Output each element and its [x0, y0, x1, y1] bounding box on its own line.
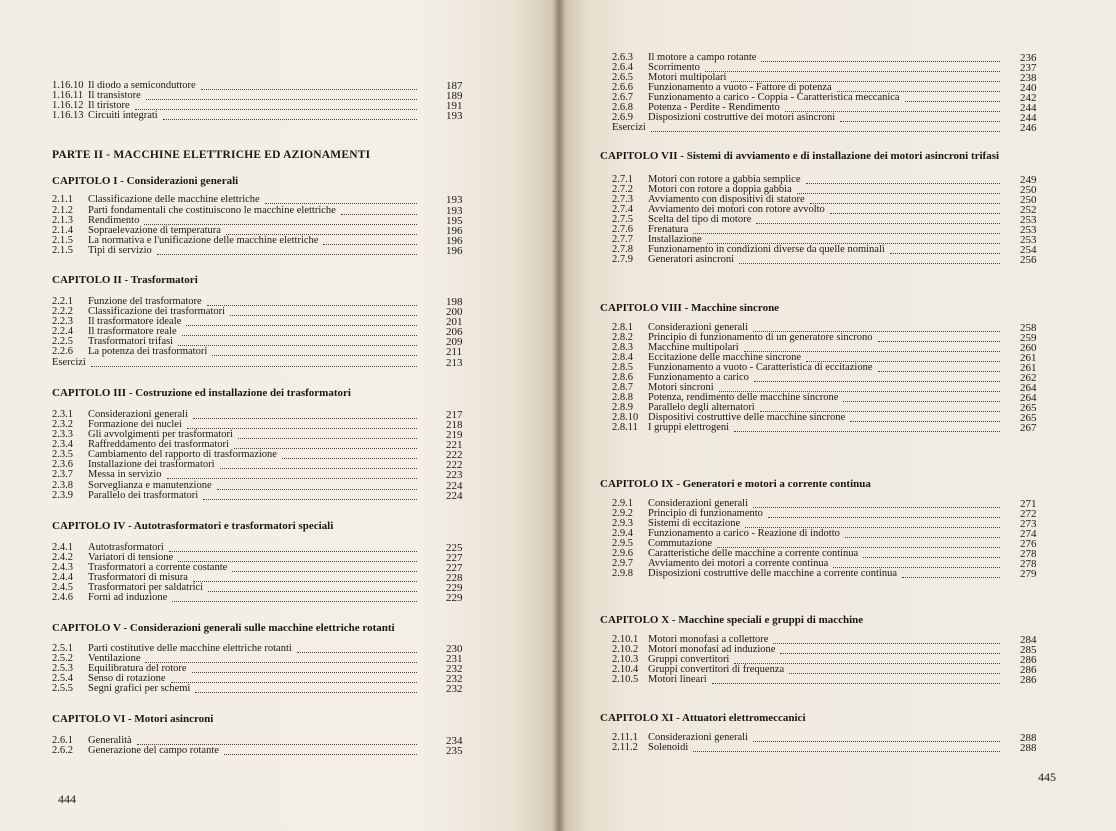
entry-page: 286 [1020, 664, 1037, 676]
entry-title: La normativa e l'unificazione delle macchine elettriche [88, 235, 319, 246]
entry-page: 278 [1020, 548, 1037, 560]
chapter-heading: CAPITOLO XI - Attuatori elettromeccanici [600, 712, 806, 724]
entry-title: Motori monofasi a collettore [648, 634, 769, 645]
entry-number: 2.8.1 [612, 322, 633, 333]
entry-number: 2.3.2 [52, 419, 73, 430]
entry-page: 240 [1020, 82, 1037, 94]
entry-page: 244 [1020, 112, 1037, 124]
entry-page: 261 [1020, 362, 1037, 374]
entry-page: 229 [446, 592, 463, 604]
entry-number: 2.3.9 [52, 490, 73, 501]
entry-number: 2.9.4 [612, 528, 633, 539]
entry-page: 200 [446, 306, 463, 318]
entry-page: 261 [1020, 352, 1037, 364]
entry-number: 2.8.2 [612, 332, 633, 343]
entry-title: Equilibratura del rotore [88, 663, 187, 674]
entry-title: Motori monofasi ad induzione [648, 644, 776, 655]
entry-title: Il diodo a semiconduttore [88, 80, 196, 91]
entry-page: 242 [1020, 92, 1037, 104]
entry-title: Sistemi di eccitazione [648, 518, 741, 529]
entry-number: 2.10.3 [612, 654, 639, 665]
toc-entry [560, 674, 1116, 686]
page-number: 444 [58, 792, 76, 806]
entry-number: 2.9.1 [612, 498, 633, 509]
entry-page: 196 [446, 225, 463, 237]
entry-title: Sorveglianza e manutenzione [88, 480, 212, 491]
entry-number: 2.7.4 [612, 204, 633, 215]
entry-page: 196 [446, 245, 463, 257]
entry-page: 238 [1020, 72, 1037, 84]
entry-title: Parti costitutive delle macchine elettriche rotanti [88, 643, 292, 654]
entry-page: 260 [1020, 342, 1037, 354]
entry-title: Classificazione delle macchine elettriche [88, 194, 260, 205]
entry-page: 264 [1020, 392, 1037, 404]
entry-number: 2.11.2 [612, 742, 638, 753]
entry-page: 232 [446, 673, 463, 685]
entry-title: Principio di funzionamento [648, 508, 763, 519]
entry-page: 272 [1020, 508, 1037, 520]
entry-page: 286 [1020, 674, 1037, 686]
entry-page: 222 [446, 459, 463, 471]
entry-page: 217 [446, 409, 463, 421]
entry-page: 250 [1020, 194, 1037, 206]
entry-number: 2.6.4 [612, 62, 633, 73]
entry-title: Funzionamento a carico [648, 372, 749, 383]
entry-page: 278 [1020, 558, 1037, 570]
toc-entry [560, 568, 1116, 580]
entry-page: 213 [446, 357, 463, 369]
entry-title: Autotrasformatori [88, 542, 164, 553]
entry-title: Potenza, rendimento delle macchine sincrone [648, 392, 839, 403]
entry-title: Installazione [648, 234, 702, 245]
entry-title: Messa in servizio [88, 469, 162, 480]
toc-entry [560, 422, 1116, 434]
entry-page: 262 [1020, 372, 1037, 384]
entry-page: 193 [446, 194, 463, 206]
toc-entry [560, 742, 1116, 754]
entry-title: Il motore a campo rotante [648, 52, 757, 63]
entry-page: 236 [1020, 52, 1037, 64]
chapter-heading: CAPITOLO IV - Autotrasformatori e trasformatori speciali [52, 520, 334, 532]
entry-number: 2.3.5 [52, 449, 73, 460]
entry-number: 2.2.6 [52, 346, 73, 357]
entry-title: Trasformatori per saldatrici [88, 582, 204, 593]
entry-page: 193 [446, 110, 463, 122]
entry-page: 201 [446, 316, 463, 328]
entry-number: 2.8.9 [612, 402, 633, 413]
entry-number: 2.6.3 [612, 52, 633, 63]
entry-page: 224 [446, 480, 463, 492]
entry-number: 2.7.3 [612, 194, 633, 205]
entry-title: Trasformatori a corrente costante [88, 562, 228, 573]
entry-title: Esercizi [612, 122, 646, 133]
entry-number: 1.16.13 [52, 110, 84, 121]
part-title: PARTE II - MACCHINE ELETTRICHE ED AZIONAMENTI [52, 149, 371, 161]
entry-number: 2.1.2 [52, 205, 73, 216]
entry-number: 2.1.5 [52, 235, 73, 246]
entry-title: Trasformatori di misura [88, 572, 188, 583]
entry-number: 2.7.5 [612, 214, 633, 225]
entry-title: Sopraelevazione di temperatura [88, 225, 221, 236]
entry-number: 2.4.5 [52, 582, 73, 593]
chapter-heading: CAPITOLO VI - Motori asincroni [52, 713, 214, 725]
entry-number: 2.1.4 [52, 225, 73, 236]
entry-number: 2.7.8 [612, 244, 633, 255]
entry-page: 253 [1020, 224, 1037, 236]
toc-entry [0, 592, 556, 604]
entry-number: 2.4.6 [52, 592, 73, 603]
entry-page: 224 [446, 490, 463, 502]
dot-leader [734, 431, 1000, 432]
entry-page: 284 [1020, 634, 1037, 646]
entry-title: Funzionamento a carico - Coppia - Caratteristica meccanica [648, 92, 900, 103]
entry-title: Ventilazione [88, 653, 141, 664]
entry-title: Il trasformatore reale [88, 326, 177, 337]
entry-number: 2.9.6 [612, 548, 633, 559]
entry-number: 2.3.4 [52, 439, 73, 450]
book-gutter [552, 0, 566, 831]
entry-page: 227 [446, 562, 463, 574]
dot-leader [212, 355, 417, 356]
entry-page: 252 [1020, 204, 1037, 216]
dot-leader [91, 366, 417, 367]
entry-title: Avviamento dei motori a corrente continua [648, 558, 829, 569]
entry-title: Rendimento [88, 215, 140, 226]
entry-page: 271 [1020, 498, 1037, 510]
chapter-heading: CAPITOLO IX - Generatori e motori a corrente continua [600, 478, 871, 490]
entry-number: 2.6.9 [612, 112, 633, 123]
entry-title: Funzione del trasformatore [88, 296, 202, 307]
entry-page: 206 [446, 326, 463, 338]
entry-page: 219 [446, 429, 463, 441]
entry-number: 2.8.3 [612, 342, 633, 353]
entry-number: 2.2.5 [52, 336, 73, 347]
entry-title: Considerazioni generali [648, 498, 749, 509]
entry-page: 274 [1020, 528, 1037, 540]
entry-number: 2.8.10 [612, 412, 639, 423]
right-page [560, 0, 1116, 831]
page-number: 445 [1038, 770, 1056, 784]
entry-number: 1.16.12 [52, 100, 84, 111]
toc-entry [0, 357, 556, 369]
dot-leader [195, 692, 417, 693]
entry-page: 237 [1020, 62, 1037, 74]
entry-title: Raffreddamento dei trasformatori [88, 439, 229, 450]
entry-page: 273 [1020, 518, 1037, 530]
entry-title: Generatori asincroni [648, 254, 735, 265]
entry-page: 250 [1020, 184, 1037, 196]
entry-number: 2.3.6 [52, 459, 73, 470]
entry-title: Solenoidi [648, 742, 689, 753]
entry-title: Motori multipolari [648, 72, 727, 83]
dot-leader [651, 131, 1000, 132]
entry-number: 2.9.8 [612, 568, 633, 579]
entry-title: Principio di funzionamento di un generatore sincrono [648, 332, 873, 343]
entry-title: Avviamento dei motori con rotore avvolto [648, 204, 825, 215]
entry-title: Funzionamento a carico - Reazione di indotto [648, 528, 840, 539]
entry-number: 2.4.1 [52, 542, 73, 553]
entry-page: 209 [446, 336, 463, 348]
entry-number: 2.1.3 [52, 215, 73, 226]
entry-page: 267 [1020, 422, 1037, 434]
entry-title: Forni ad induzione [88, 592, 168, 603]
entry-page: 285 [1020, 644, 1037, 656]
chapter-heading: CAPITOLO VIII - Macchine sincrone [600, 302, 780, 314]
entry-page: 258 [1020, 322, 1037, 334]
entry-title: Frenatura [648, 224, 689, 235]
toc-entry [0, 490, 556, 502]
entry-title: Il tiristore [88, 100, 130, 111]
entry-title: Trasformatori trifasi [88, 336, 174, 347]
entry-title: Commutazione [648, 538, 713, 549]
dot-leader [203, 499, 417, 500]
entry-title: Parti fondamentali che costituiscono le macchine elettriche [88, 205, 336, 216]
entry-page: 235 [446, 745, 463, 757]
entry-number: 2.6.7 [612, 92, 633, 103]
entry-title: Avviamento con dispositivi di statore [648, 194, 805, 205]
entry-page: 191 [446, 100, 463, 112]
entry-number: 2.9.2 [612, 508, 633, 519]
entry-title: Scelta del tipo di motore [648, 214, 752, 225]
dot-leader [693, 751, 1000, 752]
chapter-heading: CAPITOLO I - Considerazioni generali [52, 175, 239, 187]
entry-title: Il transistore [88, 90, 141, 101]
entry-page: 253 [1020, 214, 1037, 226]
entry-number: 1.16.11 [52, 90, 84, 101]
entry-number: 2.7.2 [612, 184, 633, 195]
entry-page: 232 [446, 683, 463, 695]
entry-number: 2.10.1 [612, 634, 639, 645]
entry-title: Scorrimento [648, 62, 700, 73]
entry-page: 231 [446, 653, 463, 665]
entry-number: 2.6.8 [612, 102, 633, 113]
entry-title: Gli avvolgimenti per trasformatori [88, 429, 233, 440]
toc-entry [0, 110, 556, 122]
dot-leader [163, 119, 417, 120]
entry-number: 2.8.5 [612, 362, 633, 373]
entry-title: Variatori di tensione [88, 552, 174, 563]
entry-number: 2.1.5 [52, 245, 73, 256]
entry-title: Generalità [88, 735, 132, 746]
entry-number: 2.8.8 [612, 392, 633, 403]
entry-title: Segni grafici per schemi [88, 683, 191, 694]
chapter-heading: CAPITOLO VII - Sistemi di avviamento e di installazione dei motori asincroni trifasi [600, 150, 1000, 162]
entry-title: Motori lineari [648, 674, 707, 685]
entry-page: 234 [446, 735, 463, 747]
entry-title: Considerazioni generali [88, 409, 189, 420]
entry-number: 2.4.3 [52, 562, 73, 573]
entry-title: Motori sincroni [648, 382, 714, 393]
entry-page: 256 [1020, 254, 1037, 266]
entry-title: Motori con rotore a gabbia semplice [648, 174, 801, 185]
entry-page: 211 [446, 346, 463, 358]
entry-number: 2.7.1 [612, 174, 633, 185]
entry-page: 223 [446, 469, 463, 481]
entry-title: Eccitazione delle macchine sincrone [648, 352, 802, 363]
entry-number: 2.2.2 [52, 306, 73, 317]
entry-page: 254 [1020, 244, 1037, 256]
dot-leader [265, 203, 417, 204]
entry-page: 228 [446, 572, 463, 584]
entry-number: 2.8.4 [612, 352, 633, 363]
entry-title: Potenza - Perdite - Rendimento [648, 102, 780, 113]
entry-number: 2.8.6 [612, 372, 633, 383]
entry-number: 2.11.1 [612, 732, 638, 743]
entry-page: 246 [1020, 122, 1037, 134]
entry-page: 249 [1020, 174, 1037, 186]
entry-number: 2.9.3 [612, 518, 633, 529]
entry-number: 2.3.3 [52, 429, 73, 440]
entry-page: 259 [1020, 332, 1037, 344]
entry-title: Motori con rotore a doppia gabbia [648, 184, 792, 195]
entry-number: 2.9.7 [612, 558, 633, 569]
entry-title: Senso di rotazione [88, 673, 166, 684]
entry-page: 189 [446, 90, 463, 102]
entry-page: 227 [446, 552, 463, 564]
entry-title: Parallelo degli alternatori [648, 402, 755, 413]
entry-page: 265 [1020, 402, 1037, 414]
entry-title: Caratteristiche delle macchine a corrente continua [648, 548, 859, 559]
entry-page: 265 [1020, 412, 1037, 424]
entry-title: Funzionamento a vuoto - Caratteristica di eccitazione [648, 362, 873, 373]
entry-number: 2.2.1 [52, 296, 73, 307]
toc-entry [560, 122, 1116, 134]
entry-title: Gruppi convertitori di frequenza [648, 664, 785, 675]
dot-leader [224, 754, 417, 755]
entry-page: 286 [1020, 654, 1037, 666]
chapter-heading: CAPITOLO V - Considerazioni generali sulle macchine elettriche rotanti [52, 622, 395, 634]
entry-title: Funzionamento a vuoto - Fattore di potenza [648, 82, 832, 93]
entry-number: 2.8.7 [612, 382, 633, 393]
entry-page: 276 [1020, 538, 1037, 550]
entry-title: Disposizioni costruttive delle macchine a corrente continua [648, 568, 897, 579]
entry-number: 2.6.6 [612, 82, 633, 93]
toc-entry [0, 745, 556, 757]
entry-number: 2.10.4 [612, 664, 639, 675]
entry-number: 1.16.10 [52, 80, 84, 91]
entry-number: 2.5.2 [52, 653, 73, 664]
entry-page: 253 [1020, 234, 1037, 246]
entry-number: 2.1.1 [52, 194, 73, 205]
entry-title: Formazione dei nuclei [88, 419, 182, 430]
dot-leader [902, 577, 1000, 578]
entry-number: 2.8.11 [612, 422, 638, 433]
entry-title: Macchine multipolari [648, 342, 739, 353]
entry-number: 2.5.3 [52, 663, 73, 674]
entry-page: 195 [446, 215, 463, 227]
entry-page: 222 [446, 449, 463, 461]
entry-title: Considerazioni generali [648, 322, 749, 333]
entry-number: 2.3.8 [52, 480, 73, 491]
entry-title: Tipi di servizio [88, 245, 152, 256]
chapter-heading: CAPITOLO II - Trasformatori [52, 274, 198, 286]
entry-number: 2.6.2 [52, 745, 73, 756]
entry-page: 244 [1020, 102, 1037, 114]
entry-number: 2.10.2 [612, 644, 639, 655]
dot-leader [712, 683, 1000, 684]
entry-page: 229 [446, 582, 463, 594]
entry-number: 2.7.6 [612, 224, 633, 235]
entry-title: Gruppi convertitori [648, 654, 730, 665]
entry-page: 221 [446, 439, 463, 451]
toc-entry [0, 683, 556, 695]
entry-page: 230 [446, 643, 463, 655]
entry-title: Generazione del campo rotante [88, 745, 219, 756]
entry-page: 196 [446, 235, 463, 247]
dot-leader [167, 478, 417, 479]
entry-title: Dispositivi costruttive delle macchine sincrone [648, 412, 846, 423]
toc-entry [560, 254, 1116, 266]
toc-entry [0, 245, 556, 257]
entry-number: 2.9.5 [612, 538, 633, 549]
entry-title: Considerazioni generali [648, 732, 749, 743]
entry-page: 264 [1020, 382, 1037, 394]
entry-number: 2.5.4 [52, 673, 73, 684]
entry-number: 2.6.5 [612, 72, 633, 83]
entry-page: 198 [446, 296, 463, 308]
entry-number: 2.10.5 [612, 674, 639, 685]
entry-page: 193 [446, 205, 463, 217]
entry-number: 2.6.1 [52, 735, 73, 746]
entry-number: 2.7.9 [612, 254, 633, 265]
entry-title: Circuiti integrati [88, 110, 158, 121]
chapter-heading: CAPITOLO III - Costruzione ed installazione dei trasformatori [52, 387, 351, 399]
entry-number: 2.5.1 [52, 643, 73, 654]
entry-page: 187 [446, 80, 463, 92]
entry-number: 2.3.1 [52, 409, 73, 420]
entry-number: 2.5.5 [52, 683, 73, 694]
entry-page: 218 [446, 419, 463, 431]
entry-number: 2.3.7 [52, 469, 73, 480]
entry-number: 2.4.2 [52, 552, 73, 563]
entry-number: 2.7.7 [612, 234, 633, 245]
entry-title: Il trasformatore ideale [88, 316, 182, 327]
chapter-heading: CAPITOLO X - Macchine speciali e gruppi di macchine [600, 614, 864, 626]
entry-number: 2.4.4 [52, 572, 73, 583]
dot-leader [157, 254, 417, 255]
entry-title: Parallelo dei trasformatori [88, 490, 199, 501]
entry-page: 232 [446, 663, 463, 675]
entry-number: 2.2.3 [52, 316, 73, 327]
dot-leader [739, 263, 1000, 264]
entry-title: Cambiamento del rapporto di trasformazione [88, 449, 277, 460]
entry-title: Funzionamento in condizioni diverse da quelle nominali [648, 244, 885, 255]
entry-title: Installazione dei trasformatori [88, 459, 215, 470]
entry-number: 2.2.4 [52, 326, 73, 337]
entry-title: Classificazione dei trasformatori [88, 306, 226, 317]
entry-title: Esercizi [52, 357, 86, 368]
entry-page: 225 [446, 542, 463, 554]
entry-title: La potenza dei trasformatori [88, 346, 208, 357]
entry-title: Disposizioni costruttive dei motori asincroni [648, 112, 836, 123]
entry-title: I gruppi elettrogeni [648, 422, 730, 433]
entry-page: 288 [1020, 732, 1037, 744]
dot-leader [172, 601, 417, 602]
entry-page: 288 [1020, 742, 1037, 754]
entry-page: 279 [1020, 568, 1037, 580]
